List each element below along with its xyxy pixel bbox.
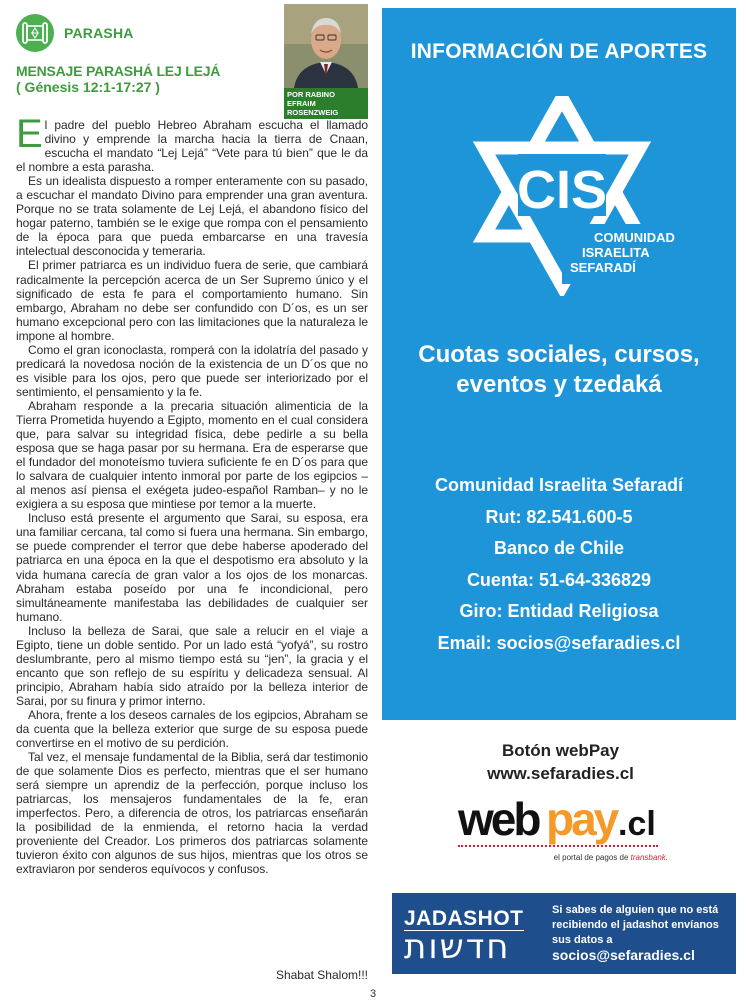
paragraph: Tal vez, el mensaje fundamental de la Biblia, será dar testimonio de que solamente Dios es perfecto, mientras que el ser humano será siempre un aprendiz de la perfección, porque incluso los patriarcas, los mensajeros fundamentales de la fe, eran imperfectos. Pero, a diferencia de otros, los patriarcas enseñarán la posibilidad de la enmienda, el retorno hacia la verdad proveniente del Creador. Los primeros dos patriarcas solamente tuvieron éxito con algunos de sus hijos, mientras que los otros se extraviaron por senderos equívocos y confusos. [16,750,368,877]
webpay-box [398,727,723,877]
logo-line2: ISRAELITA [582,245,650,260]
webpay-logo-pay: pay [546,795,617,845]
promo-text [382,340,736,400]
paragraph: Abraham responde a la precaria situación alimenticia de la Tierra Prometida huyendo a Egipto, momento en el cual considera que, para salvar su integridad física, debe pedirle a su bella esposa que se haga pasar por su hermana. Era de esperarse que el fundador del monoteísmo tuviera suficiente fe en D´os para que lo salvara de cualquier intento inmoral por parte de los egipcios –al menos así piensa el exégeta judeo-español Ramban– y no le exigiera a su esposa que mintiese por temor a la muerte. [16,398,368,512]
author-caption [284,88,368,119]
jadashot-title: JADASHOT [404,907,524,930]
torah-scroll-icon [16,14,54,52]
article-title: MENSAJE PARASHÁ LEJ LEJÁ [16,63,221,79]
bank-holder-name: Comunidad Israelita Sefaradí [434,475,684,495]
jadashot-hebrew: חדשות [404,927,511,967]
paragraph: Incluso está presente el argumento que Sarai, su esposa, era una familiar cercana, tal como si fuera una hermana. Sin embargo, se puede comprender el terror que debe haberse apoderado del patriarca en una época en la que el despotismo era absoluto y la vida humana carecía de gran valor a los ojos de los monarcas. Abraham estaba poseído por una fe incondicional, pero simultáneamente manifestaba las debilidades de cualquier ser humano. [16,511,368,624]
bank-giro: Giro: Entidad Religiosa [459,601,659,621]
contributions-panel [382,8,736,720]
bank-account: Cuenta: 51-64-336829 [466,569,652,590]
webpay-url[interactable]: www.sefaradies.cl [487,764,634,783]
paragraph: El padre del pueblo Hebreo Abraham escucha el llamado divino y emprende la marcha hacia la tierra de Cnaan, escucha el mandato “Lej Lejá” “Vete para tú bien” que le da el nombre a esta parasha. [16,112,368,175]
jadashot-banner [392,893,736,974]
webpay-logo [458,795,668,845]
logo-line3: SEFARADÍ [570,260,636,275]
jadashot-text: Si sabes de alguien que no está recibiendo el jadashot envíanos sus datos a [552,904,719,946]
article-body [16,112,368,877]
cis-star-logo [412,96,712,296]
author-caption-line1: POR RABINO [287,90,335,99]
transbank-logo: transbank. [630,853,668,862]
drop-cap: E [16,112,43,156]
logo-initials: CIS [516,160,608,220]
logo-line1: COMUNIDAD [594,230,675,245]
article-reference: ( Génesis 12:1-17:27 ) [16,79,160,95]
author-photo [284,4,368,88]
webpay-divider [458,845,658,847]
bank-email[interactable]: Email: socios@sefaradies.cl [437,632,681,653]
jadashot-email[interactable]: socios@sefaradies.cl [552,947,695,963]
bank-details [382,470,736,659]
bank-name: Banco de Chile [493,538,625,558]
paragraph: Es un idealista dispuesto a romper enteramente con su pasado, a escuchar el mandato Divino para emprender una gran aventura. Porque no se trata solamente de Lej Lejá, el abandono físico del hogar paterno, también se le exige que rompa con el pensamiento de la época para que pueda embarcarse en una travesía intelectual desconocida y temeraria. [16,174,368,259]
page-number: 3 [369,988,377,1000]
paragraph: Como el gran iconoclasta, romperá con la idolatría del pasado y predicará la novedosa noción de la existencia de un D´os que no es visible para los ojos, pero que puede ser interiorizado por el sentimiento, el pensamiento y la fe. [16,342,368,399]
webpay-tagline: el portal de pagos de transbank. [553,853,668,862]
article-column [16,0,368,990]
paragraph: Ahora, frente a los deseos carnales de los egipcios, Abraham se da cuenta que la belleza exterior que surge de su esposa puede convertirse en el motivo de su perdición. [16,707,368,751]
paragraph: El primer patriarca es un individuo fuera de serie, que cambiará radicalmente la percepción acerca de un Ser Supremo único y el significado de esta fe para el comportamiento humano. Sin embargo, Abraham no debe ser confundido con D´os, es un ser humano excepcional pero con las limitaciones que la naturaleza le impone al hombre. [16,258,368,343]
bank-rut: Rut: 82.541.600-5 [485,506,633,527]
author-caption-line2: EFRAIM ROSENZWEIG [287,99,339,117]
webpay-label: Botón webPay [501,741,620,760]
closing-greeting: Shabat Shalom!!! [275,968,368,982]
promo-line2: eventos y tzedaká [456,371,662,398]
webpay-logo-cl: .cl [618,805,656,843]
promo-line1: Cuotas sociales, cursos, [418,341,700,368]
jadashot-message [552,903,732,965]
webpay-logo-web: web [458,795,539,845]
section-header [16,14,134,52]
panel-heading: INFORMACIÓN DE APORTES [410,40,708,63]
section-label: PARASHA [64,25,134,41]
paragraph: Incluso la belleza de Sarai, que sale a relucir en el viaje a Egipto, tiene un doble sentido. Por un lado está “yofyá”, su rostro deslumbrante, pero al mismo tiempo está su “jen”, la gracia y el encanto que son reflejo de su espíritu y delicadeza sensual. Al principio, Abraham había sido atraído por la belleza interior de Sarai, por su finura y primor interno. [16,623,368,708]
